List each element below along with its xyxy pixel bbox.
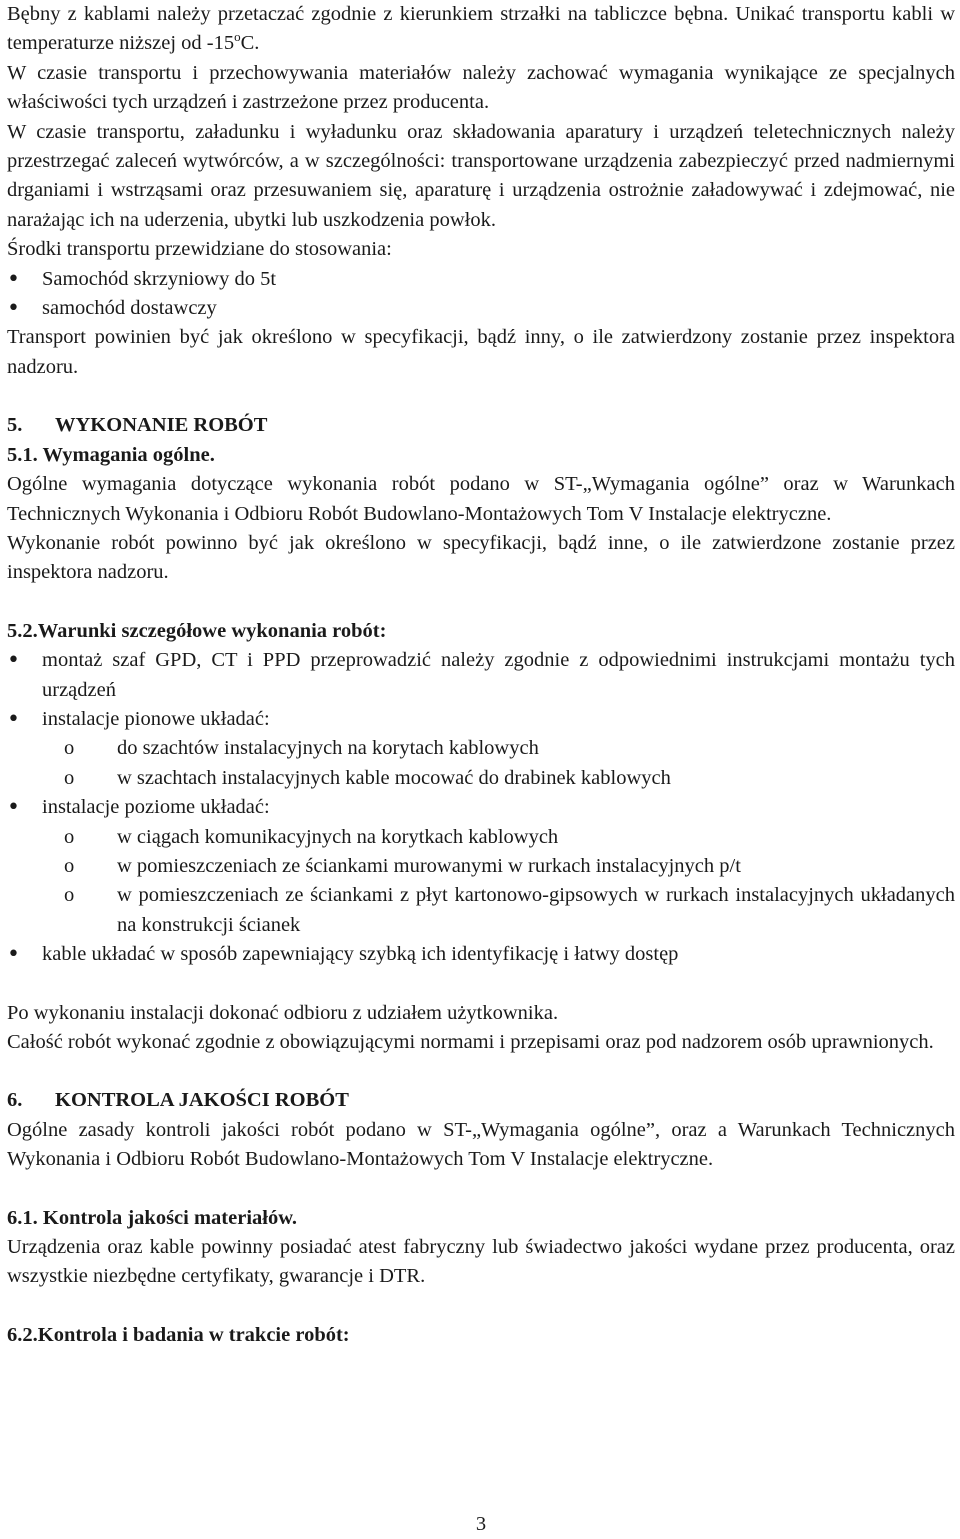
spacer	[7, 1292, 955, 1321]
section-heading-5: 5. WYKONANIE ROBÓT	[7, 414, 268, 437]
paragraph-cable-drums: Bębny z kablami należy przetaczać zgodnie z kierunkiem strzałki na tabliczce bębna. Unikać transportu kabli w temperaturze niższej od -15$^o$C.	[7, 3, 955, 55]
paragraph-acceptance: Po wykonaniu instalacji dokonać odbioru z udziałem użytkownika.	[7, 1001, 559, 1024]
circle-marker: o	[64, 854, 75, 877]
transport-means-list	[7, 265, 955, 324]
spacer	[7, 588, 955, 617]
subsection-heading-5-1: 5.1. Wymagania ogólne.	[7, 443, 215, 466]
circle-marker: o	[64, 737, 75, 760]
vertical-installation-sublist	[42, 734, 955, 793]
subsection-heading-5-2: 5.2.Warunki szczegółowe wykonania robót:	[7, 619, 387, 642]
document-page	[7, 0, 955, 1536]
paragraph-transport-means: Środki transportu przewidziane do stosowania:	[7, 238, 392, 261]
sublist-item: o do szachtów instalacyjnych na korytach kablowych	[42, 734, 955, 763]
paragraph-transport-loading: W czasie transportu, załadunku i wyładunku oraz składowania aparatury i urządzeń teletechnicznych należy przestrzegać zaleceń wytwórców, a w szczególności: transportowane urządzenia zabezpieczyć przed nadmiernymi drganiami i wstrząsami oraz przesuwaniem się, aparaturę i urządzenia ostrożnie załadowywać i zdejmować, nie narażając ich na uderzenia, ubytki lub uszkodzenia powłok.	[7, 120, 955, 231]
circle-marker: o	[64, 884, 75, 907]
list-item: • instalacje poziome układać: o w ciągach komunikacyjnych na korytkach kablowych o w pomieszczeniach ze ściankami murowanymi w rurkach instalacyjnych p/t o w pomieszczeniach ze ściankami z płyt kartonowo-gipsowych w rurkach instalacyjnych układanych na konstrukcji ścianek	[7, 793, 955, 940]
sublist-item: o w pomieszczeniach ze ściankami murowanymi w rurkach instalacyjnych p/t	[42, 852, 955, 881]
section-heading-6: 6. KONTROLA JAKOŚCI ROBÓT	[7, 1089, 349, 1112]
paragraph-general-requirements: Ogólne wymagania dotyczące wykonania robót podano w ST-„Wymagania ogólne” oraz w Warunkach Technicznych Wykonania i Odbioru Robót Budowlano-Montażowych Tom V Instalacje elektryczne.	[7, 473, 955, 525]
horizontal-installation-sublist	[42, 823, 955, 941]
subsection-heading-6-2: 6.2.Kontrola i badania w trakcie robót:	[7, 1323, 350, 1346]
detailed-conditions-list	[7, 646, 955, 969]
degree-symbol: o	[234, 29, 241, 45]
paragraph-materials-certification: Urządzenia oraz kable powinny posiadać atest fabryczny lub świadectwo jakości wydane przez producenta, oraz wszystkie niezbędne certyfikaty, gwarancje i DTR.	[7, 1236, 955, 1288]
sublist-item: o w pomieszczeniach ze ściankami z płyt kartonowo-gipsowych w rurkach instalacyjnych układanych na konstrukcji ścianek	[42, 881, 955, 940]
paragraph-execution-specification: Wykonanie robót powinno być jak określono w specyfikacji, bądź inne, o ile zatwierdzone zostanie przez inspektora nadzoru.	[7, 531, 955, 584]
list-item: • montaż szaf GPD, CT i PPD przeprowadzić należy zgodnie z odpowiednimi instrukcjami montażu tych urządzeń	[7, 646, 955, 705]
paragraph-standards-compliance: Całość robót wykonać zgodnie z obowiązującymi normami i przepisami oraz pod nadzorem osób uprawnionych.	[7, 1031, 934, 1053]
spacer	[7, 1175, 955, 1204]
list-item: • kable układać w sposób zapewniający szybką ich identyfikację i łatwy dostęp	[7, 940, 955, 969]
paragraph-quality-control-general: Ogólne zasady kontroli jakości robót podano w ST-„Wymagania ogólne”, oraz a Warunkach Technicznych Wykonania i Odbioru Robót Budowlano-Montażowych Tom V Instalacje elektryczne.	[7, 1118, 955, 1171]
list-item: • samochód dostawczy	[7, 294, 955, 323]
page-number: 3	[475, 1513, 487, 1535]
spacer	[7, 1057, 955, 1086]
list-item: • Samochód skrzyniowy do 5t	[7, 265, 955, 294]
sublist-item: o w szachtach instalacyjnych kable mocować do drabinek kablowych	[42, 764, 955, 793]
circle-marker: o	[64, 766, 75, 789]
paragraph-transport-specification: Transport powinien być jak określono w specyfikacji, bądź inny, o ile zatwierdzony zostanie przez inspektora nadzoru.	[7, 326, 955, 378]
circle-marker: o	[64, 825, 75, 848]
spacer	[7, 970, 955, 999]
paragraph-storage-requirements: W czasie transportu i przechowywania materiałów należy zachować wymagania wynikające ze specjalnych właściwości tych urządzeń i zastrzeżone przez producenta.	[7, 61, 955, 114]
sublist-item: o w ciągach komunikacyjnych na korytkach kablowych	[42, 823, 955, 852]
list-item: • instalacje pionowe układać: o do szachtów instalacyjnych na korytach kablowych o w szachtach instalacyjnych kable mocować do drabinek kablowych	[7, 705, 955, 793]
spacer	[7, 382, 955, 411]
subsection-heading-6-1: 6.1. Kontrola jakości materiałów.	[7, 1206, 298, 1229]
